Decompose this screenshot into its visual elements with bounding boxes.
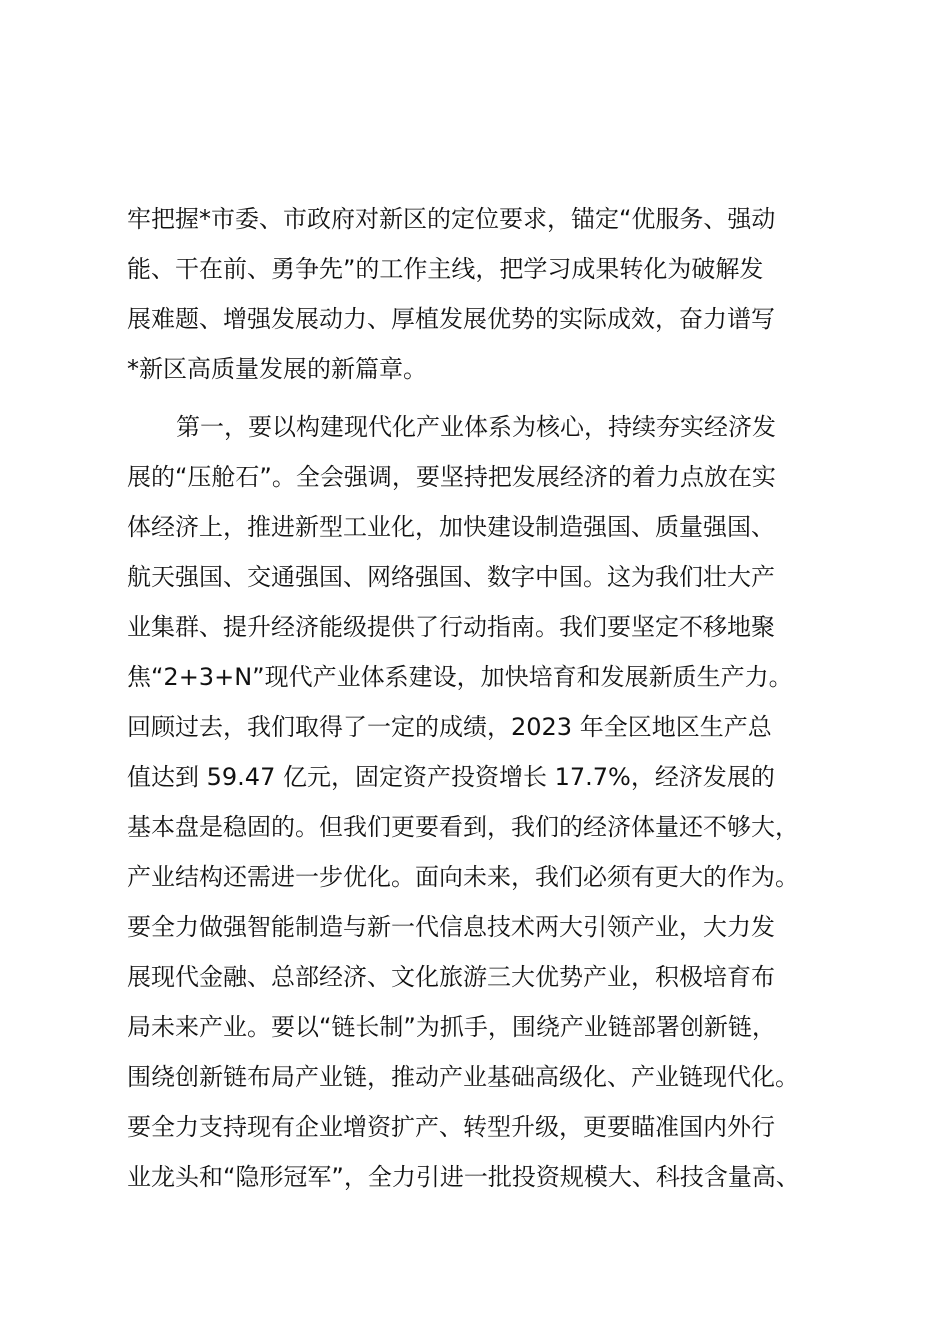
text-line: 值达到 59.47 亿元，固定资产投资增长 17.7%，经济发展的 — [127, 763, 775, 791]
text-line: 航天强国、交通强国、网络强国、数字中国。这为我们壮大产 — [127, 563, 775, 591]
text-line: 基本盘是稳固的。但我们更要看到，我们的经济体量还不够大， — [127, 813, 799, 841]
text-line: 业集群、提升经济能级提供了行动指南。我们要坚定不移地聚 — [127, 613, 775, 641]
text-line: 产业结构还需进一步优化。面向未来，我们必须有更大的作为。 — [127, 863, 799, 891]
paragraph-first-line: 第一，要以构建现代化产业体系为核心，持续夯实经济发 — [176, 413, 776, 441]
text-line: 要全力做强智能制造与新一代信息技术两大引领产业，大力发 — [127, 913, 775, 941]
text-line: 局未来产业。要以“链长制”为抓手，围绕产业链部署创新链， — [127, 1013, 776, 1041]
text-line: 能、干在前、勇争先”的工作主线，把学习成果转化为破解发 — [127, 255, 764, 283]
paragraph-industrial-system — [127, 402, 827, 1202]
text-line: 回顾过去，我们取得了一定的成绩，2023 年全区地区生产总 — [127, 713, 772, 741]
text-line: *新区高质量发展的新篇章。 — [127, 355, 427, 383]
text-line: 焦“2+3+N”现代产业体系建设，加快培育和发展新质生产力。 — [127, 663, 793, 691]
text-line: 展现代金融、总部经济、文化旅游三大优势产业，积极培育布 — [127, 963, 775, 991]
text-line: 体经济上，推进新型工业化，加快建设制造强国、质量强国、 — [127, 513, 775, 541]
text-line: 展的“压舱石”。全会强调，要坚持把发展经济的着力点放在实 — [127, 463, 776, 491]
paragraph-continuation — [127, 194, 827, 394]
text-line: 要全力支持现有企业增资扩产、转型升级，更要瞄准国内外行 — [127, 1113, 775, 1141]
text-line: 业龙头和“隐形冠军”，全力引进一批投资规模大、科技含量高、 — [127, 1163, 800, 1191]
text-line: 围绕创新链布局产业链，推动产业基础高级化、产业链现代化。 — [127, 1063, 799, 1091]
text-line: 展难题、增强发展动力、厚植发展优势的实际成效，奋力谱写 — [127, 305, 775, 333]
text-line: 牢把握*市委、市政府对新区的定位要求，锚定“优服务、强动 — [127, 205, 776, 233]
